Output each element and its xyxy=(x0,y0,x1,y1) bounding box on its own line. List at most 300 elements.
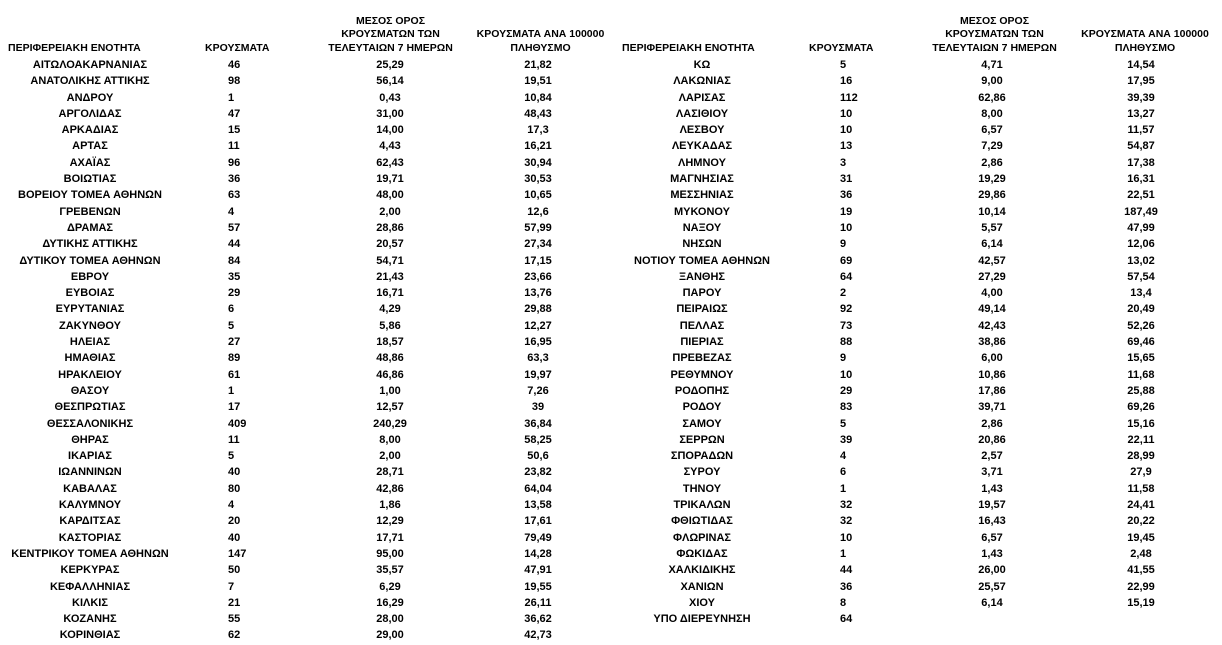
avg7-cell: 9,00 xyxy=(981,75,1003,88)
avg7-cell: 12,29 xyxy=(376,515,404,528)
cases-cell: 92 xyxy=(840,303,853,316)
region-cell: ΧΑΛΚΙΔΙΚΗΣ xyxy=(668,564,736,577)
table-body xyxy=(612,57,1222,627)
avg7-cell: 240,29 xyxy=(373,417,407,430)
per100k-cell: 52,26 xyxy=(1127,319,1155,332)
table-row xyxy=(612,318,1222,334)
table-row xyxy=(612,350,1222,366)
table-row xyxy=(0,530,612,546)
cases-cell: 96 xyxy=(228,156,241,169)
avg7-cell: 1,43 xyxy=(981,547,1003,560)
cases-cell: 36 xyxy=(228,173,241,186)
table-row xyxy=(0,595,612,611)
cases-cell: 44 xyxy=(840,564,853,577)
table-row xyxy=(0,236,612,252)
region-cell: ΓΡΕΒΕΝΩΝ xyxy=(59,205,121,218)
per100k-cell: 14,28 xyxy=(524,547,552,560)
region-cell: ΞΑΝΘΗΣ xyxy=(678,270,726,283)
table-row xyxy=(612,416,1222,432)
region-cell: ΠΑΡΟΥ xyxy=(682,287,722,300)
per100k-cell: 19,55 xyxy=(524,580,552,593)
table-row xyxy=(0,253,612,269)
per100k-cell: 36,62 xyxy=(524,613,552,626)
avg7-cell: 29,86 xyxy=(978,189,1006,202)
avg7-cell: 2,00 xyxy=(379,450,401,463)
cases-cell: 8 xyxy=(840,596,847,609)
per100k-cell: 19,51 xyxy=(524,75,552,88)
per100k-cell: 13,58 xyxy=(524,499,552,512)
cases-cell: 16 xyxy=(840,75,853,88)
header-per100k-line: ΚΡΟΥΣΜΑΤΑ ΑΝΑ 100000 xyxy=(476,28,605,40)
header-avg7-line: ΤΕΛΕΥΤΑΙΩΝ 7 ΗΜΕΡΩΝ xyxy=(932,41,1057,54)
header-avg7 xyxy=(922,15,1067,56)
per100k-cell: 30,53 xyxy=(524,173,552,186)
table-row xyxy=(0,497,612,513)
cases-cell: 6 xyxy=(840,466,847,479)
region-cell: ΕΥΒΟΙΑΣ xyxy=(65,287,115,300)
cases-cell: 69 xyxy=(840,254,853,267)
region-cell: ΜΑΓΝΗΣΙΑΣ xyxy=(670,173,734,186)
table-row xyxy=(612,530,1222,546)
cases-cell: 13 xyxy=(840,140,853,153)
region-cell: ΜΕΣΣΗΝΙΑΣ xyxy=(670,189,734,202)
avg7-cell: 48,00 xyxy=(376,189,404,202)
cases-cell: 57 xyxy=(228,221,241,234)
cases-cell: 5 xyxy=(840,417,847,430)
per100k-cell: 17,15 xyxy=(524,254,552,267)
table-row xyxy=(612,171,1222,187)
avg7-cell: 49,14 xyxy=(978,303,1006,316)
table-row xyxy=(0,155,612,171)
region-cell: ΗΜΑΘΙΑΣ xyxy=(64,352,116,365)
avg7-cell: 42,86 xyxy=(376,482,404,495)
cases-cell: 10 xyxy=(840,531,853,544)
per100k-cell: 7,26 xyxy=(527,384,549,397)
region-cell: ΥΠΟ ΔΙΕΡΕΥΝΗΣΗ xyxy=(653,613,751,626)
avg7-cell: 16,71 xyxy=(376,287,404,300)
cases-cell: 80 xyxy=(228,482,241,495)
table-row xyxy=(0,513,612,529)
avg7-cell: 26,00 xyxy=(978,564,1006,577)
cases-cell: 46 xyxy=(228,59,241,71)
avg7-cell: 4,00 xyxy=(981,287,1003,300)
per100k-cell: 15,19 xyxy=(1127,596,1155,609)
avg7-cell: 25,57 xyxy=(978,580,1006,593)
per100k-cell: 36,84 xyxy=(524,417,552,430)
table-header xyxy=(612,0,1222,57)
cases-cell: 64 xyxy=(840,613,853,626)
table-row xyxy=(612,497,1222,513)
header-avg7-line: ΚΡΟΥΣΜΑΤΩΝ ΤΩΝ xyxy=(945,28,1044,40)
region-cell: ΑΡΚΑΔΙΑΣ xyxy=(61,124,119,137)
cases-cell: 98 xyxy=(228,75,241,88)
per100k-cell: 26,11 xyxy=(524,596,552,609)
header-cases: ΚΡΟΥΣΜΑΤΑ xyxy=(205,41,270,54)
region-cell: ΝΗΣΩΝ xyxy=(682,238,722,251)
per100k-cell: 17,61 xyxy=(524,515,552,528)
table-row xyxy=(0,367,612,383)
cases-cell: 40 xyxy=(228,531,241,544)
avg7-cell: 3,71 xyxy=(981,466,1003,479)
header-cases: ΚΡΟΥΣΜΑΤΑ xyxy=(809,41,874,54)
per100k-cell: 69,26 xyxy=(1127,401,1155,414)
avg7-cell: 1,00 xyxy=(379,384,401,397)
table-row xyxy=(0,611,612,627)
region-cell: ΖΑΚΥΝΘΟΥ xyxy=(58,319,122,332)
table-row xyxy=(612,367,1222,383)
table-row xyxy=(0,432,612,448)
avg7-cell: 6,14 xyxy=(981,596,1003,609)
table-row xyxy=(612,122,1222,138)
region-cell: ΣΑΜΟΥ xyxy=(682,417,722,430)
region-cell: ΘΗΡΑΣ xyxy=(71,433,109,446)
cases-cell: 11 xyxy=(228,140,240,153)
per100k-cell: 79,49 xyxy=(524,531,552,544)
region-cell: ΑΝΑΤΟΛΙΚΗΣ ΑΤΤΙΚΗΣ xyxy=(30,75,150,88)
per100k-cell: 42,73 xyxy=(524,629,552,642)
per100k-cell: 27,9 xyxy=(1130,466,1152,479)
avg7-cell: 5,86 xyxy=(379,319,401,332)
per100k-cell: 13,76 xyxy=(524,287,552,300)
region-cell: ΤΡΙΚΑΛΩΝ xyxy=(673,499,731,512)
avg7-cell: 28,71 xyxy=(376,466,404,479)
per100k-cell: 10,84 xyxy=(524,91,552,104)
per100k-cell: 29,88 xyxy=(524,303,552,316)
cases-cell: 5 xyxy=(228,319,235,332)
table-row xyxy=(0,90,612,106)
per100k-cell: 23,82 xyxy=(524,466,552,479)
table-row xyxy=(612,399,1222,415)
avg7-cell: 1,43 xyxy=(981,482,1003,495)
table-row xyxy=(612,57,1222,73)
table-row xyxy=(0,350,612,366)
header-avg7-line: ΤΕΛΕΥΤΑΙΩΝ 7 ΗΜΕΡΩΝ xyxy=(328,41,453,54)
table-row xyxy=(0,220,612,236)
avg7-cell: 95,00 xyxy=(376,547,404,560)
table-row xyxy=(612,155,1222,171)
per100k-cell: 27,34 xyxy=(524,238,552,251)
region-cell: ΛΕΣΒΟΥ xyxy=(679,124,725,137)
avg7-cell: 6,57 xyxy=(981,531,1003,544)
region-cell: ΘΕΣΠΡΩΤΙΑΣ xyxy=(54,401,126,414)
per100k-cell: 19,45 xyxy=(1127,531,1155,544)
per100k-cell: 39 xyxy=(531,401,545,414)
table-row xyxy=(0,106,612,122)
table-row xyxy=(0,562,612,578)
cases-cell: 10 xyxy=(840,107,853,120)
table-row xyxy=(0,448,612,464)
cases-cell: 10 xyxy=(840,124,853,137)
region-cell: ΑΝΔΡΟΥ xyxy=(66,91,114,104)
cases-cell: 84 xyxy=(228,254,241,267)
cases-cell: 3 xyxy=(840,156,847,169)
per100k-cell: 21,82 xyxy=(524,59,552,71)
cases-cell: 7 xyxy=(228,580,235,593)
cases-cell: 89 xyxy=(228,352,241,365)
avg7-cell: 54,71 xyxy=(376,254,404,267)
region-cell: ΚΩ xyxy=(693,59,711,71)
table-row xyxy=(612,595,1222,611)
region-cell: ΑΡΤΑΣ xyxy=(72,140,108,153)
region-cell: ΚΟΡΙΝΘΙΑΣ xyxy=(59,629,121,642)
avg7-cell: 62,86 xyxy=(978,91,1006,104)
region-cell: ΧΙΟΥ xyxy=(689,596,715,609)
avg7-cell: 29,00 xyxy=(376,629,404,642)
cases-cell: 11 xyxy=(228,433,240,446)
region-cell: ΠΕΛΛΑΣ xyxy=(679,319,725,332)
cases-cell: 4 xyxy=(840,450,847,463)
region-cell: ΙΚΑΡΙΑΣ xyxy=(68,450,112,463)
table-row xyxy=(612,611,1222,627)
per100k-cell: 16,95 xyxy=(524,336,552,349)
avg7-cell: 16,29 xyxy=(376,596,404,609)
cases-cell: 62 xyxy=(228,629,241,642)
table-row xyxy=(612,383,1222,399)
cases-cell: 4 xyxy=(228,205,235,218)
right-table xyxy=(612,0,1222,627)
avg7-cell: 2,00 xyxy=(379,205,401,218)
avg7-cell: 12,57 xyxy=(376,401,404,414)
cases-cell: 5 xyxy=(228,450,235,463)
avg7-cell: 6,00 xyxy=(981,352,1003,365)
header-per100k xyxy=(468,28,613,55)
cases-cell: 35 xyxy=(228,270,241,283)
cases-cell: 2 xyxy=(840,287,847,300)
avg7-cell: 38,86 xyxy=(978,336,1006,349)
avg7-cell: 8,00 xyxy=(981,107,1003,120)
table-row xyxy=(612,334,1222,350)
avg7-cell: 17,71 xyxy=(376,531,404,544)
avg7-cell: 18,57 xyxy=(376,336,404,349)
header-per100k-line: ΠΛΗΘΥΣΜΟ xyxy=(510,41,571,54)
cases-cell: 9 xyxy=(840,352,847,365)
table-row xyxy=(612,301,1222,317)
table-row xyxy=(0,481,612,497)
region-cell: ΚΕΝΤΡΙΚΟΥ ΤΟΜΕΑ ΑΘΗΝΩΝ xyxy=(11,547,169,560)
per100k-cell: 16,21 xyxy=(524,140,552,153)
per100k-cell: 30,94 xyxy=(524,156,552,169)
per100k-cell: 20,49 xyxy=(1127,303,1155,316)
cases-cell: 10 xyxy=(840,368,853,381)
avg7-cell: 62,43 xyxy=(376,156,404,169)
cases-cell: 31 xyxy=(840,173,853,186)
avg7-cell: 42,57 xyxy=(978,254,1006,267)
per100k-cell: 39,39 xyxy=(1127,91,1155,104)
per100k-cell: 187,49 xyxy=(1124,205,1158,218)
per100k-cell: 41,55 xyxy=(1127,564,1155,577)
region-cell: ΣΥΡΟΥ xyxy=(683,466,721,479)
cases-cell: 88 xyxy=(840,336,853,349)
per100k-cell: 50,6 xyxy=(527,450,549,463)
avg7-cell: 4,29 xyxy=(379,303,401,316)
avg7-cell: 28,00 xyxy=(376,613,404,626)
region-cell: ΗΡΑΚΛΕΙΟΥ xyxy=(58,368,122,381)
table-row xyxy=(0,416,612,432)
per100k-cell: 24,41 xyxy=(1127,499,1155,512)
cases-cell: 19 xyxy=(840,205,853,218)
region-cell: ΣΕΡΡΩΝ xyxy=(679,433,725,446)
region-cell: ΚΟΖΑΝΗΣ xyxy=(63,613,117,626)
region-cell: ΛΕΥΚΑΔΑΣ xyxy=(671,140,733,153)
table-row xyxy=(0,122,612,138)
table-row xyxy=(612,220,1222,236)
region-cell: ΛΑΣΙΘΙΟΥ xyxy=(675,107,729,120)
per100k-cell: 17,3 xyxy=(527,124,549,137)
table-row xyxy=(0,399,612,415)
region-cell: ΡΕΘΥΜΝΟΥ xyxy=(670,368,734,381)
per100k-cell: 13,27 xyxy=(1127,107,1155,120)
table-row xyxy=(612,269,1222,285)
per100k-cell: 15,65 xyxy=(1127,352,1155,365)
per100k-cell: 11,58 xyxy=(1127,482,1155,495)
table-row xyxy=(0,383,612,399)
per100k-cell: 23,66 xyxy=(524,270,552,283)
region-cell: ΚΕΡΚΥΡΑΣ xyxy=(60,564,120,577)
region-cell: ΑΡΓΟΛΙΔΑΣ xyxy=(58,107,122,120)
cases-cell: 36 xyxy=(840,189,853,202)
region-cell: ΗΛΕΙΑΣ xyxy=(69,336,111,349)
table-row xyxy=(612,253,1222,269)
region-cell: ΘΕΣΣΑΛΟΝΙΚΗΣ xyxy=(46,417,134,430)
table-header xyxy=(0,0,612,57)
region-cell: ΣΠΟΡΑΔΩΝ xyxy=(670,450,734,463)
cases-cell: 63 xyxy=(228,189,241,202)
region-cell: ΡΟΔΟΠΗΣ xyxy=(674,384,730,397)
per100k-cell: 20,22 xyxy=(1127,515,1155,528)
avg7-cell: 39,71 xyxy=(978,401,1006,414)
avg7-cell: 48,86 xyxy=(376,352,404,365)
avg7-cell: 19,71 xyxy=(376,173,404,186)
table-row xyxy=(0,334,612,350)
cases-cell: 44 xyxy=(228,238,241,251)
header-per100k xyxy=(1070,28,1220,55)
avg7-cell: 25,29 xyxy=(376,59,404,71)
cases-cell: 29 xyxy=(228,287,241,300)
cases-cell: 9 xyxy=(840,238,847,251)
region-cell: ΑΧΑΪΑΣ xyxy=(69,156,111,169)
per100k-cell: 47,91 xyxy=(524,564,552,577)
table-row xyxy=(612,432,1222,448)
cases-cell: 36 xyxy=(840,580,853,593)
table-row xyxy=(612,73,1222,89)
per100k-cell: 12,06 xyxy=(1127,238,1155,251)
avg7-cell: 20,57 xyxy=(376,238,404,251)
per100k-cell: 14,54 xyxy=(1127,59,1155,71)
avg7-cell: 4,43 xyxy=(379,140,401,153)
per100k-cell: 17,95 xyxy=(1127,75,1155,88)
avg7-cell: 2,57 xyxy=(981,450,1003,463)
per100k-cell: 17,38 xyxy=(1127,156,1155,169)
table-row xyxy=(0,171,612,187)
region-cell: ΘΑΣΟΥ xyxy=(70,384,110,397)
avg7-cell: 19,29 xyxy=(978,173,1006,186)
cases-cell: 409 xyxy=(228,417,247,430)
header-avg7 xyxy=(318,15,463,56)
avg7-cell: 0,43 xyxy=(379,91,401,104)
avg7-cell: 6,14 xyxy=(981,238,1003,251)
per100k-cell: 22,51 xyxy=(1127,189,1155,202)
cases-cell: 50 xyxy=(228,564,241,577)
region-cell: ΧΑΝΙΩΝ xyxy=(680,580,724,593)
cases-cell: 27 xyxy=(228,336,241,349)
per100k-cell: 19,97 xyxy=(524,368,552,381)
region-cell: ΛΗΜΝΟΥ xyxy=(678,156,726,169)
per100k-cell: 10,65 xyxy=(524,189,552,202)
table-row xyxy=(612,204,1222,220)
avg7-cell: 56,14 xyxy=(376,75,404,88)
per100k-cell: 25,88 xyxy=(1127,384,1155,397)
avg7-cell: 46,86 xyxy=(376,368,404,381)
avg7-cell: 8,00 xyxy=(379,433,401,446)
table-row xyxy=(612,546,1222,562)
table-row xyxy=(612,481,1222,497)
region-cell: ΔΡΑΜΑΣ xyxy=(66,221,114,234)
avg7-cell: 10,14 xyxy=(978,205,1006,218)
per100k-cell: 22,99 xyxy=(1127,580,1155,593)
table-row xyxy=(0,285,612,301)
avg7-cell: 19,57 xyxy=(978,499,1006,512)
avg7-cell: 20,86 xyxy=(978,433,1006,446)
avg7-cell: 10,86 xyxy=(978,368,1006,381)
cases-cell: 112 xyxy=(840,91,858,104)
cases-cell: 40 xyxy=(228,466,241,479)
per100k-cell: 28,99 xyxy=(1127,450,1155,463)
per100k-cell: 12,6 xyxy=(527,205,549,218)
region-cell: ΝΑΞΟΥ xyxy=(682,221,722,234)
region-cell: ΚΑΛΥΜΝΟΥ xyxy=(58,499,122,512)
avg7-cell: 2,86 xyxy=(981,417,1003,430)
cases-cell: 1 xyxy=(228,91,235,104)
per100k-cell: 22,11 xyxy=(1127,433,1155,446)
region-cell: ΙΩΑΝΝΙΝΩΝ xyxy=(58,466,122,479)
table-row xyxy=(0,204,612,220)
per100k-cell: 63,3 xyxy=(527,352,549,365)
header-region: ΠΕΡΙΦΕΡΕΙΑΚΗ ΕΝΟΤΗΤΑ xyxy=(622,41,755,54)
avg7-cell: 17,86 xyxy=(978,384,1006,397)
cases-cell: 5 xyxy=(840,59,847,71)
table-row xyxy=(612,448,1222,464)
table-row xyxy=(612,464,1222,480)
region-cell: ΝΟΤΙΟΥ ΤΟΜΕΑ ΑΘΗΝΩΝ xyxy=(634,254,770,267)
cases-cell: 29 xyxy=(840,384,853,397)
avg7-cell: 21,43 xyxy=(376,270,404,283)
table-row xyxy=(612,285,1222,301)
region-cell: ΠΡΕΒΕΖΑΣ xyxy=(672,352,732,365)
per100k-cell: 57,99 xyxy=(524,221,552,234)
avg7-cell: 31,00 xyxy=(376,107,404,120)
per100k-cell: 57,54 xyxy=(1127,270,1155,283)
cases-cell: 61 xyxy=(228,368,241,381)
avg7-cell: 16,43 xyxy=(978,515,1006,528)
table-row xyxy=(612,106,1222,122)
cases-cell: 73 xyxy=(840,319,853,332)
header-per100k-line: ΠΛΗΘΥΣΜΟ xyxy=(1114,41,1176,54)
table-row xyxy=(612,90,1222,106)
table-row xyxy=(0,318,612,334)
avg7-cell: 42,43 xyxy=(978,319,1006,332)
cases-cell: 21 xyxy=(228,596,241,609)
per100k-cell: 54,87 xyxy=(1127,140,1155,153)
region-cell: ΠΙΕΡΙΑΣ xyxy=(680,336,724,349)
table-row xyxy=(612,579,1222,595)
table-row xyxy=(612,138,1222,154)
avg7-cell: 4,71 xyxy=(981,59,1003,71)
cases-cell: 1 xyxy=(840,547,847,560)
table-row xyxy=(0,57,612,73)
region-cell: ΕΥΡΥΤΑΝΙΑΣ xyxy=(55,303,125,316)
region-cell: ΛΑΡΙΣΑΣ xyxy=(678,91,726,104)
per100k-cell: 2,48 xyxy=(1130,547,1152,560)
